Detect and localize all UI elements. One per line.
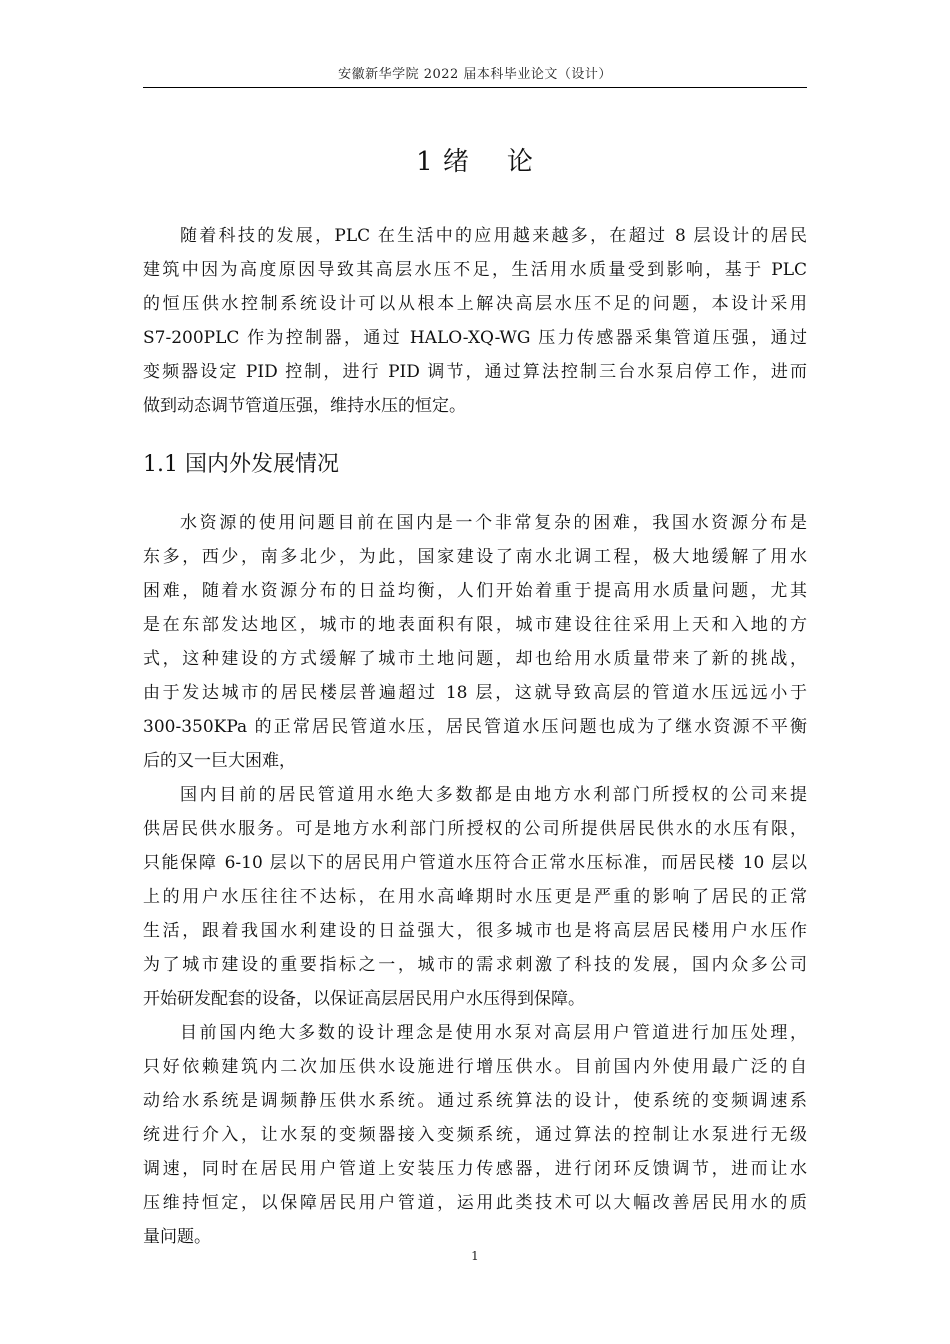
paragraph-line: 建筑中因为高度原因导致其高层水压不足，生活用水质量受到影响，基于 PLC [143,260,807,280]
intro-paragraph [143,219,807,423]
paragraph-line: 目前国内绝大多数的设计理念是使用水泵对高层用户管道进行加压处理， [180,1023,807,1043]
paragraph-line: 水资源的使用问题目前在国内是一个非常复杂的困难，我国水资源分布是 [180,513,807,533]
section-heading: 1.1 国内外发展情况 [143,452,339,477]
paragraph-line: 上的用户水压往往不达标，在用水高峰期时水压更是严重的影响了居民的正常 [143,887,807,907]
paragraph-line: 开始研发配套的设备，以保证高层居民用户水压得到保障。 [143,989,585,1009]
paragraph-line: 供居民供水服务。可是地方水利部门所授权的公司所提供居民供水的水压有限， [143,819,807,839]
paragraph-line: 只好依赖建筑内二次加压供水设施进行增压供水。目前国内外使用最广泛的自 [143,1057,807,1077]
paragraph-line: 做到动态调节管道压强，维持水压的恒定。 [143,396,466,416]
paragraph-line: 300-350KPa 的正常居民管道水压，居民管道水压问题也成为了继水资源不平衡 [143,717,807,737]
paragraph-line: 国内目前的居民管道用水绝大多数都是由地方水利部门所授权的公司来提 [180,785,807,805]
paragraph-line: 式，这种建设的方式缓解了城市土地问题，却也给用水质量带来了新的挑战， [143,649,807,669]
paragraph-line: 后的又一巨大困难， [143,751,296,771]
body-paragraph [143,506,807,778]
paragraph-line: 是在东部发达地区，城市的地表面积有限，城市建设往往采用上天和入地的方 [143,615,807,635]
paragraph-line: 动给水系统是调频静压供水系统。通过系统算法的设计，使系统的变频调速系 [143,1091,807,1111]
paragraph-line: 生活，跟着我国水利建设的日益强大，很多城市也是将高层居民楼用户水压作 [143,921,807,941]
paragraph-line: 变频器设定 PID 控制，进行 PID 调节，通过算法控制三台水泵启停工作，进而 [143,362,807,382]
page-number: 1 [471,1249,479,1263]
paragraph-line: 调速，同时在居民用户管道上安装压力传感器，进行闭环反馈调节，进而让水 [143,1159,807,1179]
header-divider [143,87,807,88]
running-header: 安徽新华学院 2022 届本科毕业论文（设计） [338,67,612,82]
paragraph-line: 由于发达城市的居民楼层普遍超过 18 层，这就导致高层的管道水压远远小于 [143,683,807,703]
chapter-title: 1 绪 论 [416,147,534,177]
paragraph-line: 压维持恒定，以保障居民用户管道，运用此类技术可以大幅改善居民用水的质 [143,1193,807,1213]
paragraph-line: 东多，西少，南多北少，为此，国家建设了南水北调工程，极大地缓解了用水 [143,547,807,567]
body-paragraph [143,1016,807,1254]
paragraph-line: 困难，随着水资源分布的日益均衡，人们开始着重于提高用水质量问题，尤其 [143,581,807,601]
paragraph-line: S7-200PLC 作为控制器，通过 HALO-XQ-WG 压力传感器采集管道压强，通过 [143,328,807,348]
paragraph-line: 只能保障 6-10 层以下的居民用户管道水压符合正常水压标准，而居民楼 10 层以 [143,853,808,873]
paragraph-line: 随着科技的发展，PLC 在生活中的应用越来越多，在超过 8 层设计的居民 [180,226,807,246]
paragraph-line: 量问题。 [143,1227,211,1247]
body-paragraph [143,778,807,1016]
paragraph-line: 统进行介入，让水泵的变频器接入变频系统，通过算法的控制让水泵进行无级 [143,1125,807,1145]
paragraph-line: 的恒压供水控制系统设计可以从根本上解决高层水压不足的问题，本设计采用 [143,294,807,314]
paragraph-line: 为了城市建设的重要指标之一，城市的需求刺激了科技的发展，国内众多公司 [143,955,807,975]
